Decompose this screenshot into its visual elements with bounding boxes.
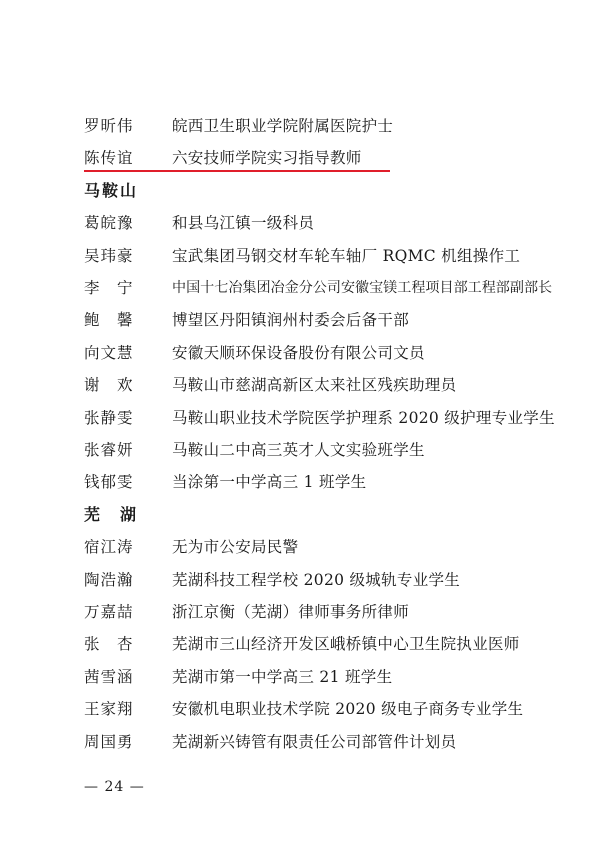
person-description: 安徽机电职业技术学院 2020 级电子商务专业学生 <box>172 700 524 719</box>
person-description: 马鞍山二中高三英才人文实验班学生 <box>172 441 425 459</box>
person-name: 周国勇 <box>84 732 134 751</box>
person-description: 芜湖新兴铸管有限责任公司部管件计划员 <box>172 732 457 751</box>
person-description: 无为市公安局民警 <box>172 538 299 557</box>
person-name: 葛皖豫 <box>84 214 134 233</box>
person-name: 张静雯 <box>84 408 134 427</box>
person-name: 谢 欢 <box>84 376 134 395</box>
person-name: 张 杏 <box>84 635 134 654</box>
person-description: 芜湖市第一中学高三 21 班学生 <box>172 667 393 686</box>
list-item <box>84 531 298 561</box>
list-item <box>84 207 314 237</box>
person-name: 鲍 馨 <box>84 311 134 330</box>
person-name: 吴玮豪 <box>84 246 134 265</box>
list-item <box>84 337 425 367</box>
section-heading: 芜 湖 <box>84 505 139 525</box>
person-description: 安徽天顺环保设备股份有限公司文员 <box>172 343 425 362</box>
list-item <box>84 564 460 594</box>
person-name: 罗昕伟 <box>84 117 134 135</box>
list-item <box>84 142 362 172</box>
person-name: 宿江涛 <box>84 538 134 557</box>
list-item <box>84 466 366 496</box>
person-description: 芜湖市三山经济开发区峨桥镇中心卫生院执业医师 <box>172 635 520 654</box>
person-name: 张睿妍 <box>84 441 134 459</box>
person-description: 芜湖科技工程学校 2020 级城轨专业学生 <box>172 570 461 589</box>
person-description: 马鞍山市慈湖高新区太来社区残疾助理员 <box>172 376 457 395</box>
list-item <box>84 240 520 270</box>
section-heading: 马鞍山 <box>84 181 139 201</box>
person-name: 茜雪涵 <box>84 667 134 686</box>
list-item <box>84 628 520 658</box>
page-number: — 24 — <box>84 779 145 795</box>
person-description: 马鞍山职业技术学院医学护理系 2020 级护理专业学生 <box>172 408 555 427</box>
list-item <box>84 402 555 432</box>
list-item <box>84 272 552 302</box>
person-description: 当涂第一中学高三 1 班学生 <box>172 473 367 492</box>
list-item <box>84 726 456 756</box>
person-description: 中国十七冶集团冶金分公司安徽宝镁工程项目部工程部副部长 <box>172 280 553 296</box>
list-item <box>84 693 523 723</box>
list-item <box>84 434 425 464</box>
list-item <box>84 110 393 140</box>
person-name: 万嘉喆 <box>84 603 134 621</box>
person-name: 王家翔 <box>84 700 134 719</box>
person-name: 李 宁 <box>84 279 134 297</box>
person-description: 博望区丹阳镇润州村委会后备干部 <box>172 311 410 330</box>
list-item <box>84 661 392 691</box>
list-item <box>84 369 456 399</box>
person-description: 和县乌江镇一级科员 <box>172 214 315 233</box>
person-name: 陈传谊 <box>84 149 134 168</box>
person-description: 宝武集团马钢交材车轮车轴厂 RQMC 机组操作工 <box>172 246 521 265</box>
person-description: 六安技师学院实习指导教师 <box>172 149 362 168</box>
list-item <box>84 304 409 334</box>
list-item <box>84 596 409 626</box>
person-name: 钱郁雯 <box>84 473 134 492</box>
person-description: 浙江京衡（芜湖）律师事务所律师 <box>172 603 410 621</box>
person-name: 向文慧 <box>84 343 134 362</box>
person-name: 陶浩瀚 <box>84 570 134 589</box>
person-description: 皖西卫生职业学院附属医院护士 <box>172 117 394 135</box>
